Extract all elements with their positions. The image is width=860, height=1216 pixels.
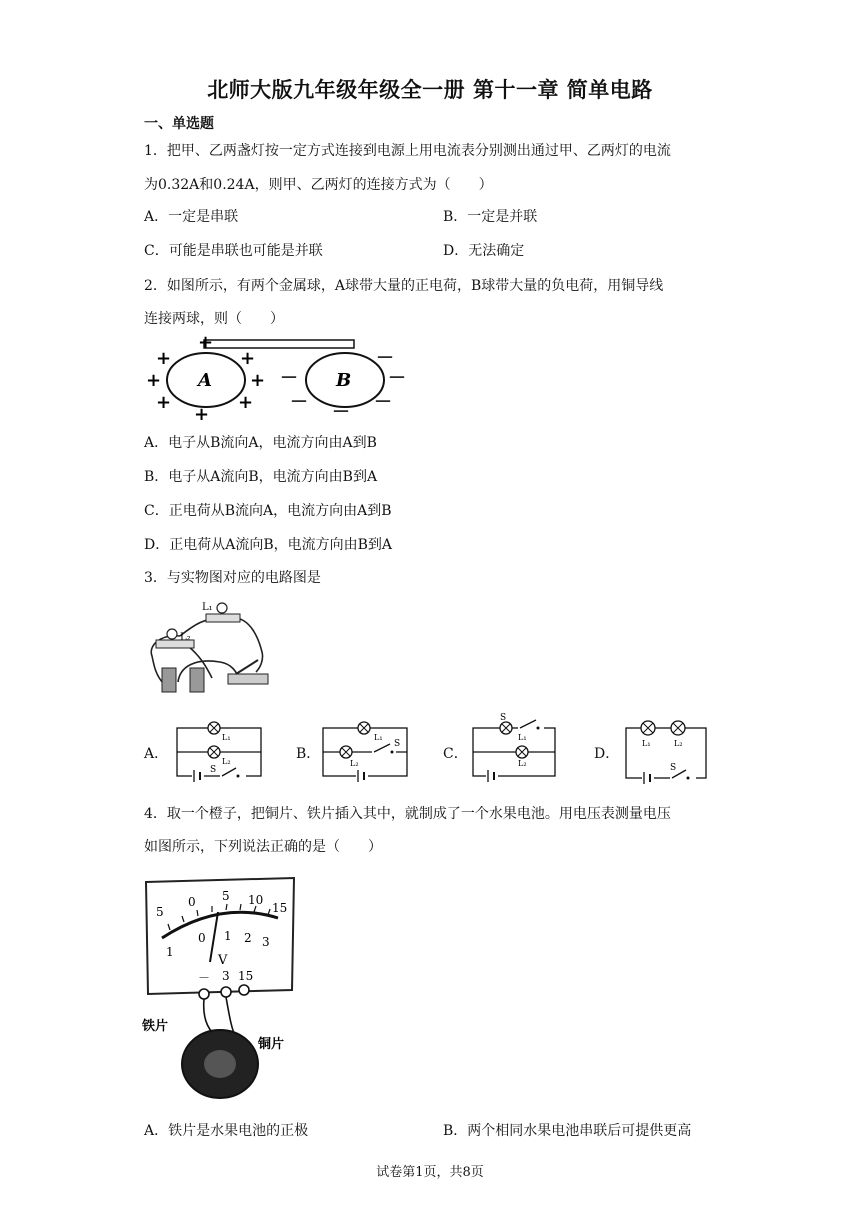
circuit-b-switch-label: S [394, 739, 401, 749]
q3-option-b-label: B． [296, 746, 321, 762]
plus-sign: + [146, 370, 162, 391]
plus-sign: + [198, 334, 214, 353]
meter-terminal-label: 3 [222, 969, 230, 983]
plus-sign: + [238, 392, 254, 413]
q1-stem-line1: 1．把甲、乙两盏灯按一定方式连接到电源上用电流表分别测出通过甲、乙两灯的电流 [144, 143, 671, 159]
plus-sign: + [156, 348, 172, 369]
minus-sign: － [280, 368, 298, 389]
meter-bottom-scale-label: 3 [262, 935, 270, 949]
circuit-b-l2-label: L₂ [350, 759, 359, 768]
meter-top-scale-label: 0 [188, 895, 196, 909]
circuit-diagram-d [620, 710, 712, 786]
sphere-a-label: A [198, 370, 212, 391]
minus-sign: － [332, 402, 350, 423]
meter-bottom-scale-label: 0 [198, 931, 206, 945]
q2-stem-line1: 2．如图所示，有两个金属球，A球带大量的正电荷，B球带大量的负电荷，用铜导线 [144, 278, 664, 294]
circuit-a-l2-label: L₂ [222, 757, 231, 766]
q3-stem: 3．与实物图对应的电路图是 [144, 570, 321, 586]
circuit-b-l1-label: L₁ [374, 733, 383, 742]
q2-option-a: A．电子从B流向A，电流方向由A到B [144, 435, 377, 451]
circuit-d-l1-label: L₁ [642, 739, 651, 748]
minus-sign: － [376, 348, 394, 369]
q4-option-a: A．铁片是水果电池的正极 [144, 1123, 309, 1139]
q2-stem-line2: 连接两球，则（ ） [144, 311, 284, 327]
meter-terminal-label: － [198, 971, 211, 985]
copper-wire [204, 340, 354, 348]
q1-option-a: A．一定是串联 [144, 209, 239, 225]
circuit-c-l2-label: L₂ [518, 759, 527, 768]
page-title: 北师大版九年级年级全一册 第十一章 简单电路 [207, 78, 653, 102]
minus-sign: － [374, 392, 392, 413]
circuit-diagram-a [174, 718, 266, 786]
circuit-a-l1-label: L₁ [222, 733, 231, 742]
q3-option-c-label: C． [443, 746, 468, 762]
meter-top-scale-label: 15 [272, 901, 288, 915]
circuit-diagram-b [320, 718, 412, 786]
q4-stem-line1: 4．取一个橙子，把铜片、铁片插入其中，就制成了一个水果电池。用电压表测量电压 [144, 806, 671, 822]
voltmeter-fruit-battery-photo [140, 872, 300, 1104]
photo-lamp-l2-label: L₂ [180, 632, 191, 643]
q1-option-d: D．无法确定 [443, 243, 525, 259]
circuit-c-l1-label: L₁ [518, 733, 527, 742]
plus-sign: + [194, 404, 210, 424]
copper-sheet-label: 铜片 [258, 1037, 285, 1052]
page-footer: 试卷第1页，共8页 [376, 1165, 484, 1180]
charged-spheres-figure [140, 334, 420, 424]
meter-top-scale-label: 10 [248, 893, 264, 907]
q2-option-c: C．正电荷从B流向A，电流方向由A到B [144, 503, 392, 519]
q4-stem-line2: 如图所示，下列说法正确的是（ ） [144, 839, 382, 855]
circuit-d-l2-label: L₂ [674, 739, 683, 748]
sphere-b-label: B [336, 370, 352, 391]
photo-lamp-l1-label: L₁ [202, 602, 213, 613]
minus-sign: － [290, 392, 308, 413]
physical-circuit-photo [140, 596, 280, 700]
q4-option-b: B．两个相同水果电池串联后可提供更高 [443, 1123, 692, 1139]
iron-sheet-label: 铁片 [142, 1019, 169, 1034]
circuit-d-switch-label: S [670, 763, 677, 773]
meter-terminal-label: 15 [238, 969, 254, 983]
meter-unit-label: V [218, 953, 228, 968]
meter-top-scale-label: 5 [156, 905, 164, 919]
meter-top-scale-label: 5 [222, 889, 230, 903]
meter-bottom-scale-label: 1 [224, 929, 232, 943]
meter-bottom-scale-label: 2 [244, 931, 252, 945]
q2-option-b: B．电子从A流向B，电流方向由B到A [144, 469, 378, 485]
q3-option-a-label: A． [144, 746, 169, 762]
q1-option-c: C．可能是串联也可能是并联 [144, 243, 323, 259]
minus-sign: － [388, 368, 406, 389]
plus-sign: + [240, 348, 256, 369]
plus-sign: + [250, 370, 266, 391]
q1-stem-line2: 为0.32A和0.24A，则甲、乙两灯的连接方式为（ ） [144, 177, 493, 193]
q2-option-d: D．正电荷从A流向B，电流方向由B到A [144, 537, 393, 553]
circuit-c-switch-label: S [500, 713, 507, 723]
meter-bottom-scale-label: 1 [166, 945, 174, 959]
q1-option-b: B．一定是并联 [443, 209, 538, 225]
circuit-diagram-c [470, 712, 560, 786]
circuit-a-switch-label: S [210, 765, 217, 775]
plus-sign: + [156, 392, 172, 413]
section-heading: 一、单选题 [144, 116, 214, 132]
q3-option-d-label: D． [594, 746, 620, 762]
